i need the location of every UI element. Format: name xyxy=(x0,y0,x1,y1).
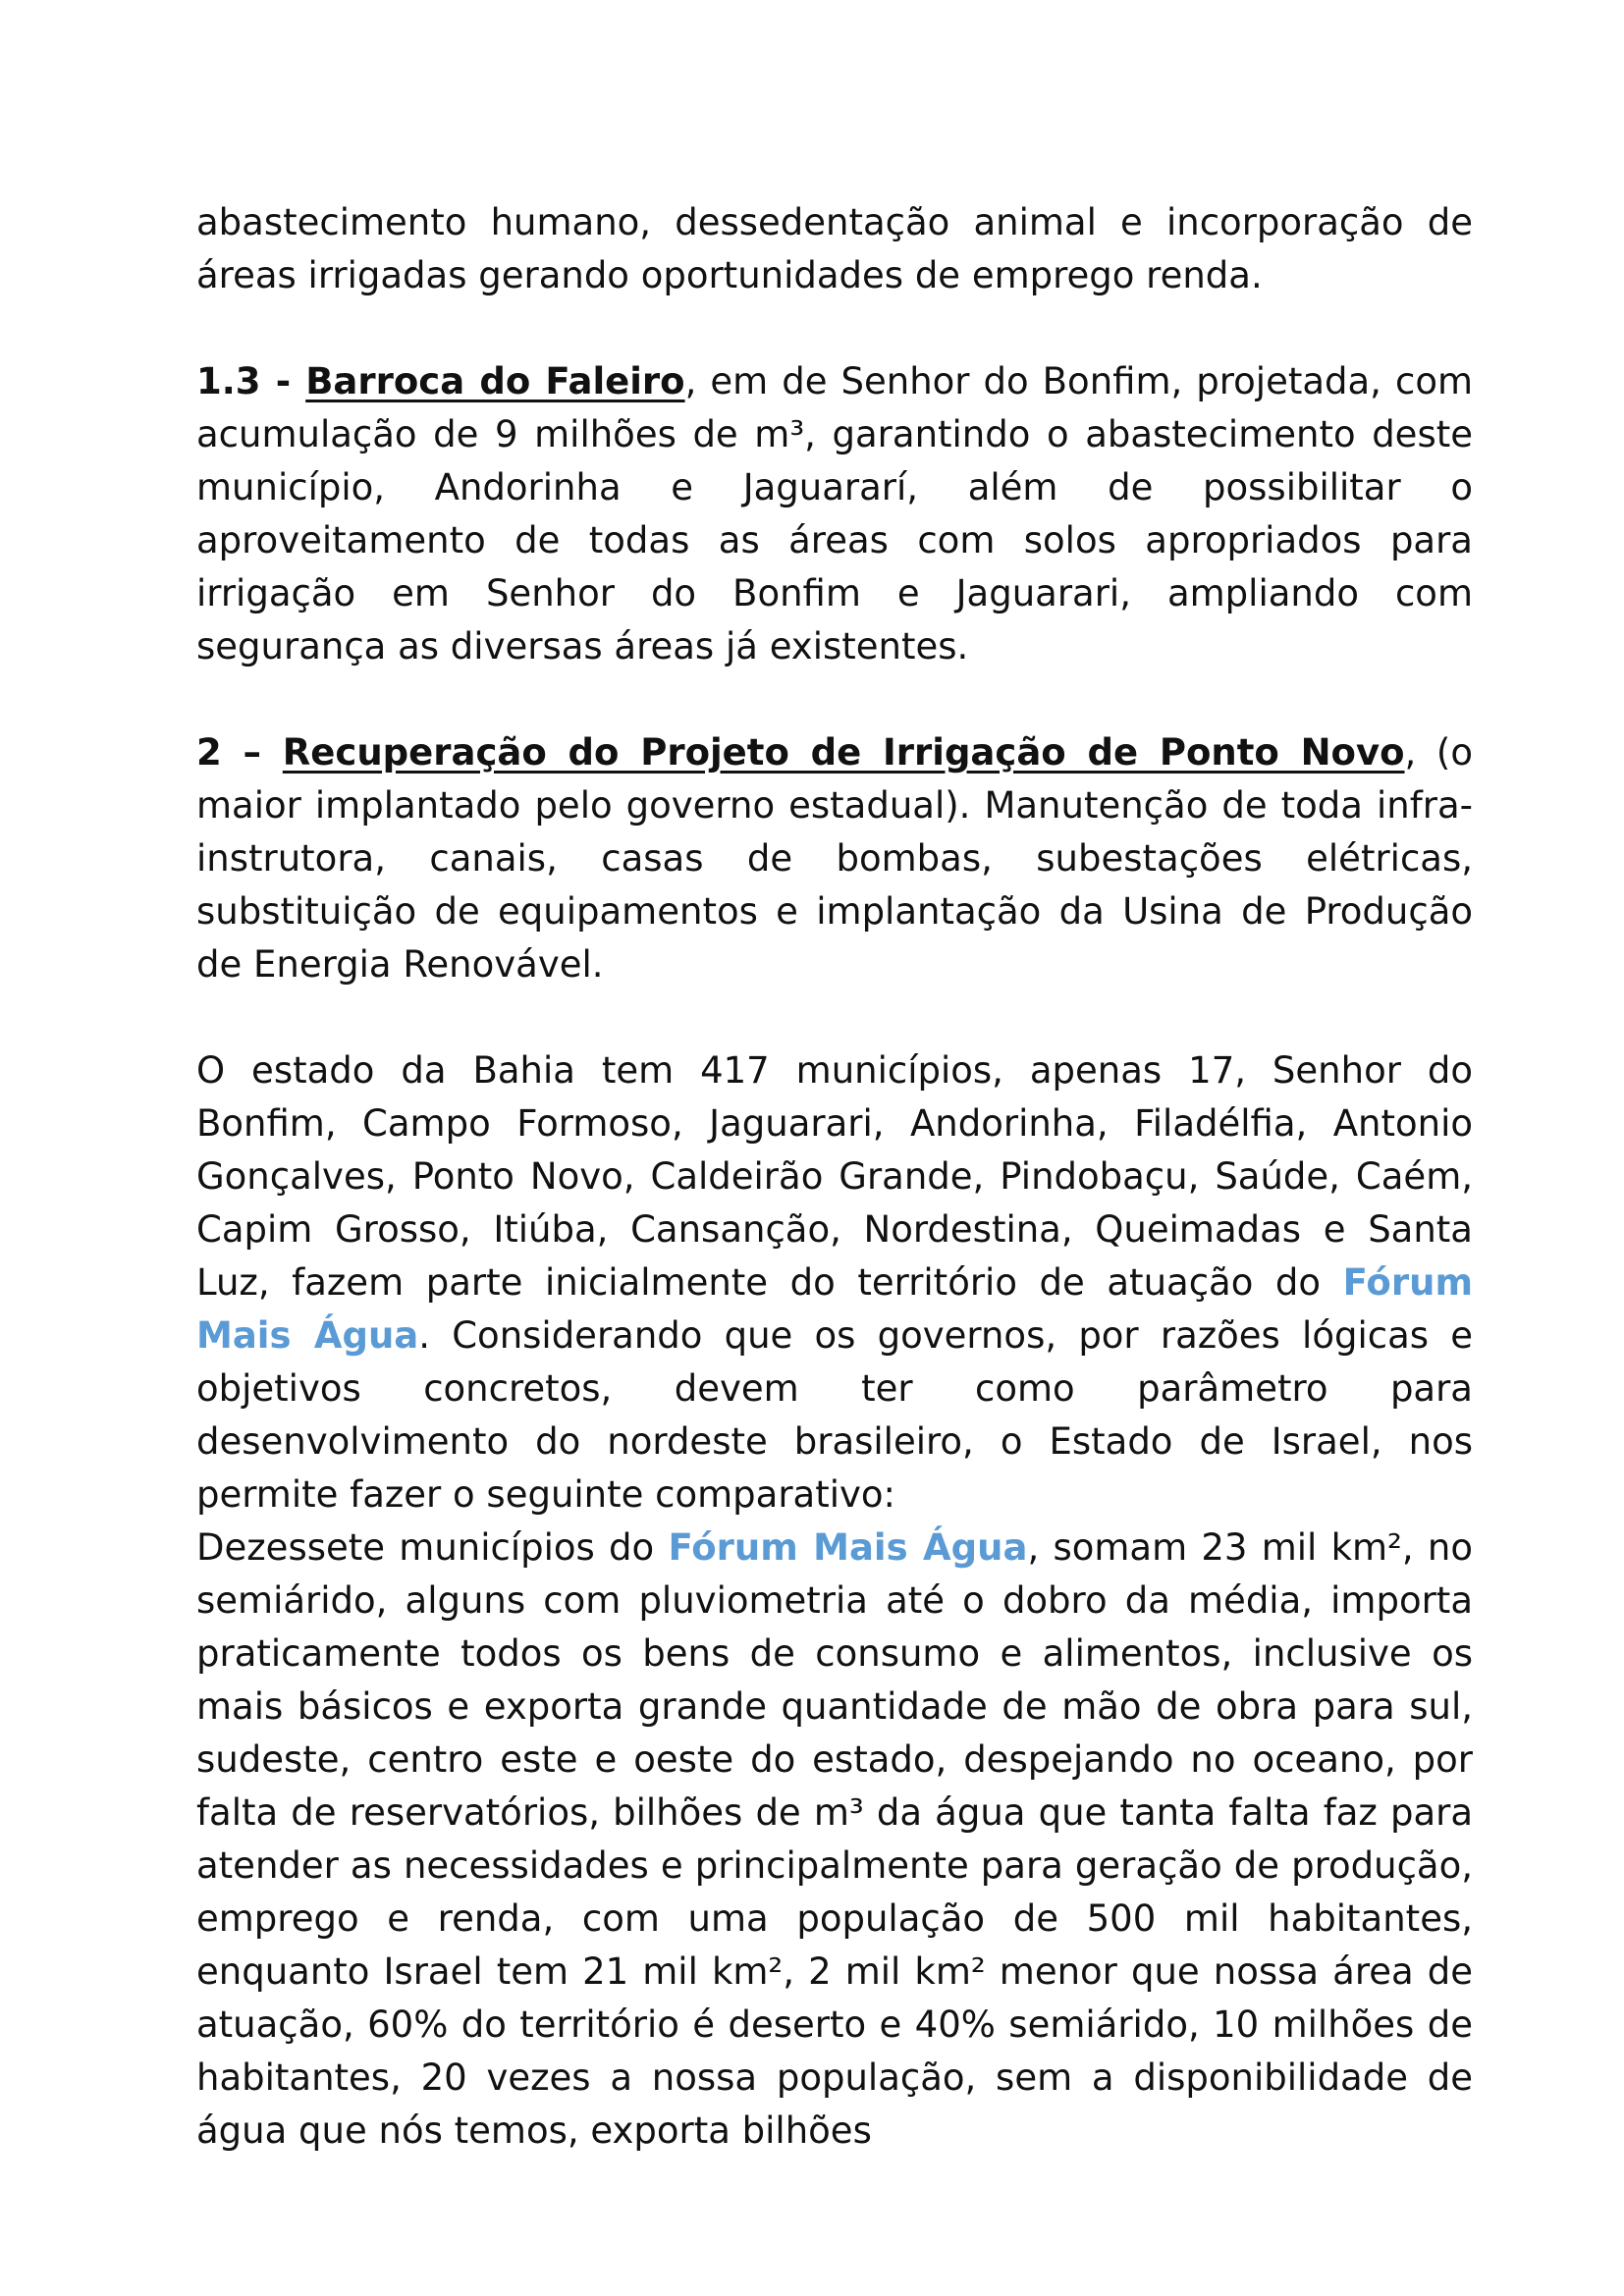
paragraph-ponto-novo-text: , (o maior implantado pelo governo estadual). Manutenção de toda infra-instrutora, canais, casas de bombas, subestações elétricas, substituição de equipamentos e implantação da Usina de Produção de Energia Renovável. xyxy=(196,731,1473,986)
paragraph-intro-text: abastecimento humano, dessedentação animal e incorporação de áreas irrigadas gerando oportunidades de emprego renda. xyxy=(196,201,1473,296)
paragraph-spacer xyxy=(196,991,1473,1044)
paragraph-barroca xyxy=(196,355,1473,673)
paragraph-spacer xyxy=(196,302,1473,355)
section-title-barroca: Barroca do Faleiro xyxy=(305,360,685,402)
paragraph-bahia-text-2: . Considerando que os governos, por razões lógicas e objetivos concretos, devem ter como parâmetro para desenvolvimento do nordeste brasileiro, o Estado de Israel, nos permite fazer o seguinte comparativo: xyxy=(196,1314,1473,1516)
paragraph-comparison-text-2: , somam 23 mil km², no semiárido, alguns com pluviometria até o dobro da média, importa praticamente todos os bens de consumo e alimentos, inclusive os mais básicos e exporta grande quantidade de mão de obra para sul, sudeste, centro este e oeste do estado, despejando no oceano, por falta de reservatórios, bilhões de m³ da água que tanta falta faz para atender as necessidades e principalmente para geração de produção, emprego e renda, com uma população de 500 mil habitantes, enquanto Israel tem 21 mil km², 2 mil km² menor que nossa área de atuação, 60% do território é deserto e 40% semiárido, 10 milhões de habitantes, 20 vezes a nossa população, sem a disponibilidade de água que nós temos, exporta bilhões xyxy=(196,1526,1473,2152)
paragraph-bahia xyxy=(196,1044,1473,1522)
forum-mais-agua-highlight: Fórum Mais Água xyxy=(668,1526,1028,1569)
paragraph-comparison xyxy=(196,1522,1473,2158)
paragraph-comparison-text-1: Dezessete municípios do xyxy=(196,1526,669,1569)
document-page xyxy=(196,196,1473,2158)
paragraph-ponto-novo xyxy=(196,726,1473,991)
forum-mais-agua-highlight: Fórum Mais Água xyxy=(196,1261,1473,1357)
paragraph-spacer xyxy=(196,673,1473,726)
section-number: 1.3 - xyxy=(196,360,306,402)
paragraph-intro xyxy=(196,196,1473,302)
section-number: 2 – xyxy=(196,731,283,774)
paragraph-bahia-text-1: O estado da Bahia tem 417 municípios, apenas 17, Senhor do Bonfim, Campo Formoso, Jaguarari, Andorinha, Filadélfia, Antonio Gonçalves, Ponto Novo, Caldeirão Grande, Pindobaçu, Saúde, Caém, Capim Grosso, Itiúba, Cansanção, Nordestina, Queimadas e Santa Luz, fazem parte inicialmente do território de atuação do xyxy=(196,1049,1473,1304)
paragraph-barroca-text: , em de Senhor do Bonfim, projetada, com acumulação de 9 milhões de m³, garantindo o abastecimento deste município, Andorinha e Jaguararí, além de possibilitar o aproveitamento de todas as áreas com solos apropriados para irrigação em Senhor do Bonfim e Jaguarari, ampliando com segurança as diversas áreas já existentes. xyxy=(196,360,1473,667)
section-title-ponto-novo: Recuperação do Projeto de Irrigação de Ponto Novo xyxy=(282,731,1405,774)
